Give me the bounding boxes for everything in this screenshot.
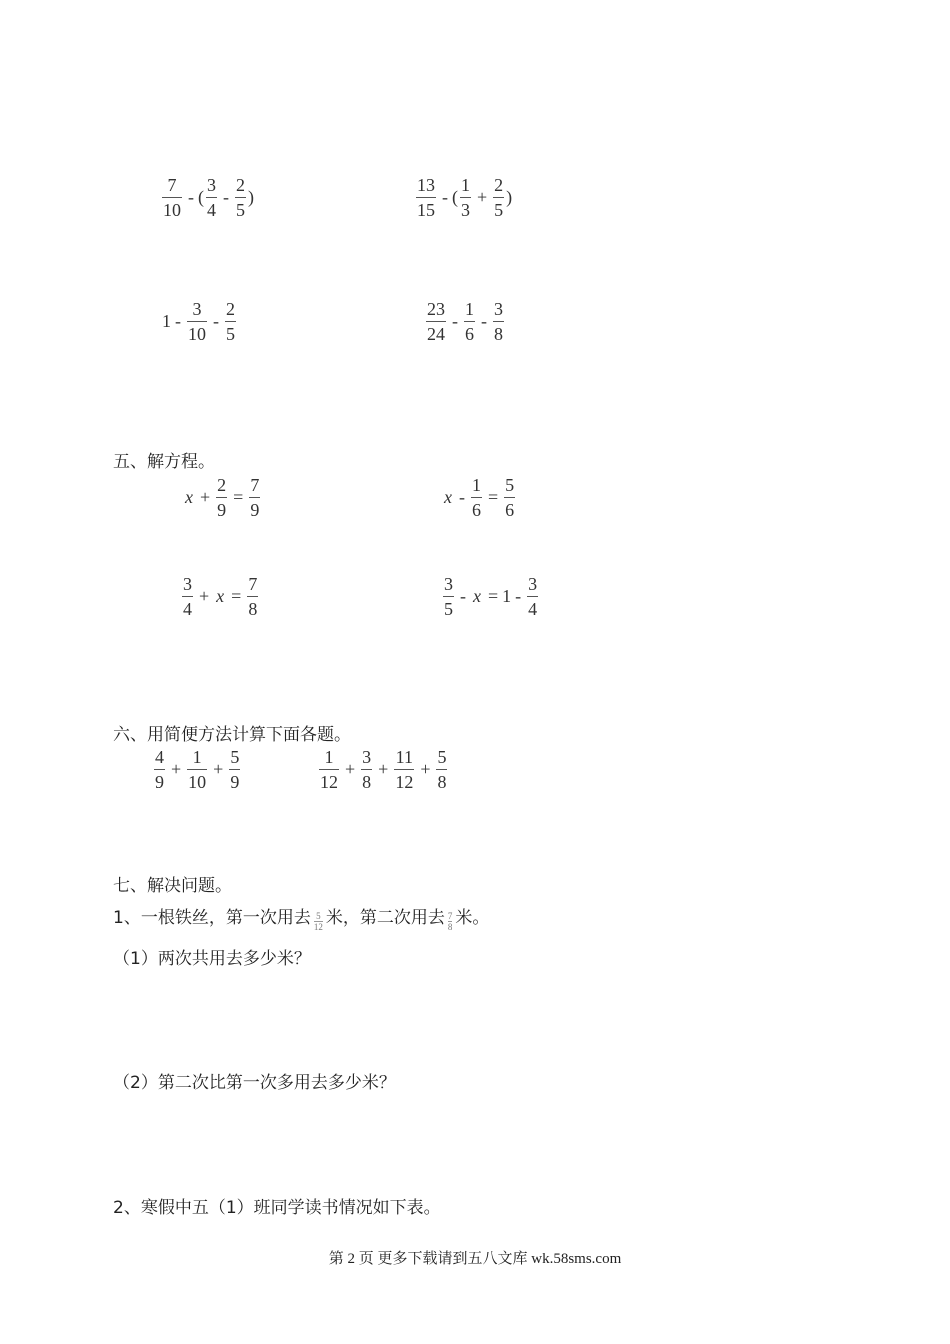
equation-3: $\frac{3}{4}$ + x = $\frac{7}{8}$ [183,574,258,619]
fraction: $\frac{3}{10}$ [188,299,206,344]
fraction: $\frac{2}{5}$ [494,175,504,220]
fraction: $\frac{13}{15}$ [417,175,435,220]
small-fraction: 5 12 [313,911,323,932]
fraction: $\frac{2}{5}$ [226,299,235,344]
fraction: $\frac{1}{6}$ [465,299,474,344]
fraction: $\frac{5}{6}$ [505,475,515,520]
expression-4: $\frac{23}{24}$ - $\frac{1}{6}$ - $\frac{3}{8}$ [427,299,503,344]
fraction: $\frac{3}{4}$ [183,574,192,619]
simplify-expression-1: $\frac{4}{9}$ + $\frac{1}{10}$ + $\frac{5}{9}$ [155,747,240,792]
equation-4: $\frac{3}{5}$ - x = 1 - $\frac{3}{4}$ [444,574,538,619]
equation-1: x + $\frac{2}{9}$ = $\frac{7}{9}$ [185,475,260,520]
section-heading-solve-problems: 七、解决问题。 [113,876,232,896]
problem-2-statement: 2、寒假中五（1）班同学读书情况如下表。 [113,1198,441,1218]
fraction: $\frac{3}{4}$ [528,574,538,619]
fraction: $\frac{23}{24}$ [427,299,445,344]
fraction: $\frac{11}{12}$ [395,747,414,792]
fraction: $\frac{1}{10}$ [188,747,207,792]
expression-3: 1 - $\frac{3}{10}$ - $\frac{2}{5}$ [162,299,235,344]
expression-2: $\frac{13}{15}$ - ( $\frac{1}{3}$ + $\frac{2}{5}$ ) [417,175,513,220]
fraction: $\frac{3}{4}$ [207,175,216,220]
fraction: $\frac{7}{10}$ [163,175,181,220]
problem-1-question-1: （1）两次共用去多少米？ [113,949,311,969]
fraction: $\frac{7}{8}$ [248,574,258,619]
fraction: $\frac{2}{9}$ [217,475,227,520]
fraction: $\frac{3}{5}$ [444,574,453,619]
page-footer: 第 2 页 更多下载请到五八文库 wk.58sms.com [328,1251,622,1267]
fraction: $\frac{1}{12}$ [320,747,338,792]
fraction: $\frac{3}{8}$ [362,747,372,792]
fraction: $\frac{1}{6}$ [472,475,481,520]
expression-1: $\frac{7}{10}$ - ( $\frac{3}{4}$ - $\frac{2}{5}$ ) [163,175,254,220]
fraction: $\frac{5}{8}$ [437,747,447,792]
fraction: $\frac{2}{5}$ [236,175,245,220]
fraction: $\frac{7}{9}$ [250,475,260,520]
fraction: $\frac{4}{9}$ [155,747,164,792]
equation-2: x - $\frac{1}{6}$ = $\frac{5}{6}$ [444,475,515,520]
fraction: $\frac{1}{3}$ [461,175,470,220]
simplify-expression-2: $\frac{1}{12}$ + $\frac{3}{8}$ + $\frac{11}{12}$ + $\frac{5}{8}$ [320,747,447,792]
section-heading-solve-equations: 五、解方程。 [113,452,215,472]
fraction: $\frac{3}{8}$ [494,299,503,344]
small-fraction: 7 8 [447,911,453,932]
problem-1-question-2: （2）第二次比第一次多用去多少米？ [113,1073,396,1093]
section-heading-simplified-calculation: 六、用简便方法计算下面各题。 [113,725,351,745]
problem-1-statement: 1、一根铁丝，第一次用去 5 12 米，第二次用去 7 8 米。 [113,907,490,932]
fraction: $\frac{5}{9}$ [230,747,240,792]
